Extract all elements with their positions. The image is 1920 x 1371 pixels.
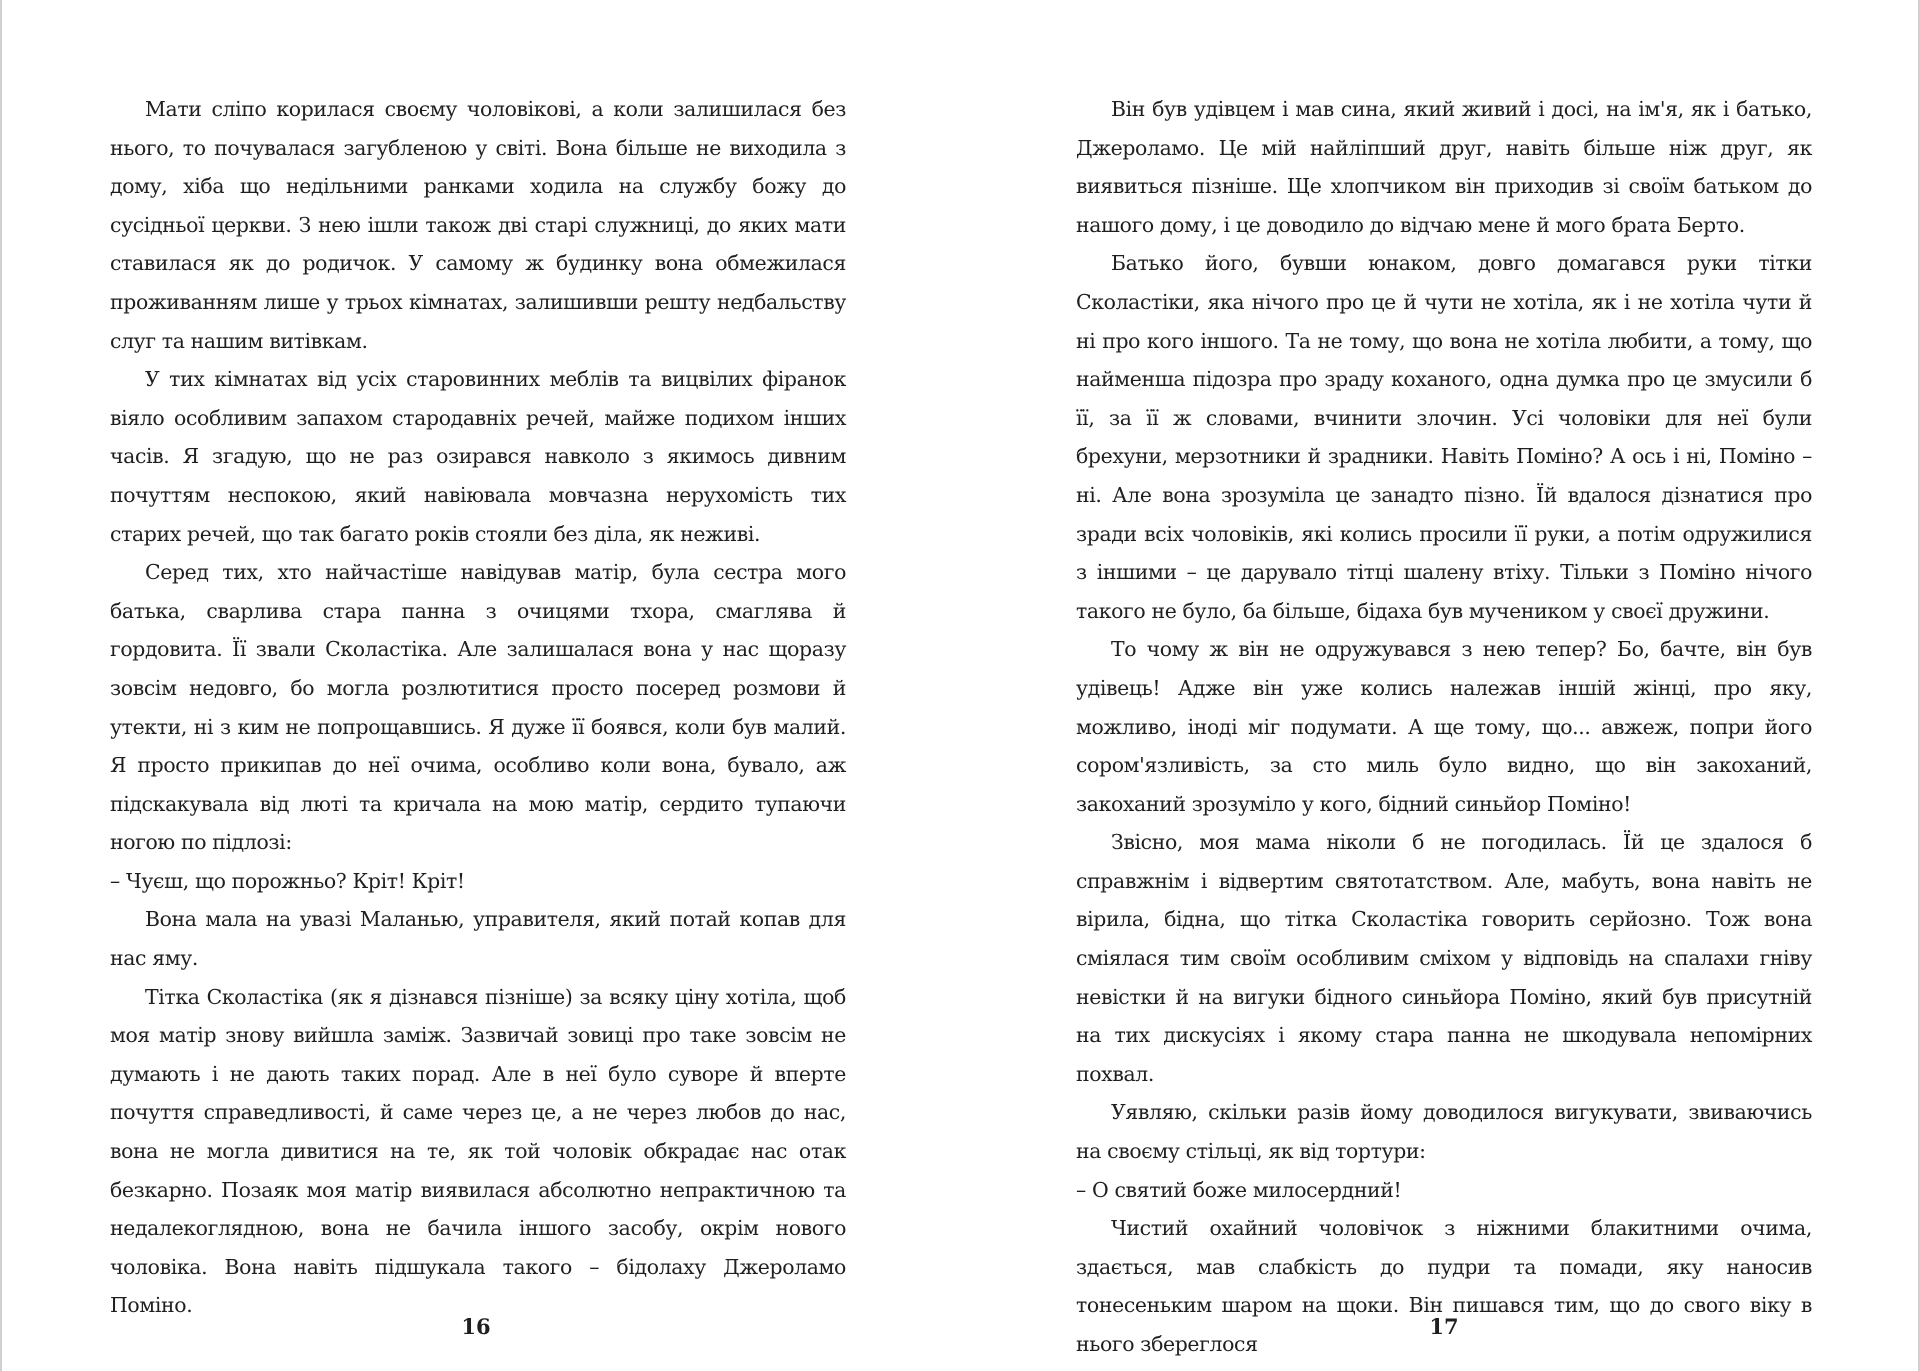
paragraph: Вона мала на увазі Маланью, управителя, який потай копав для нас яму.	[110, 907, 846, 971]
paragraph: Уявляю, скільки разів йому доводилося вигукувати, звиваючись на своєму стільці, як від тортури:	[1076, 1100, 1812, 1164]
paragraph: Серед тих, хто найчастіше навідував матір, була сестра мого батька, сварлива стара панна з очицями тхора, смаглява й гордовита. Її звали Сколастіка. Але залишалася вона у нас щоразу зовсім недовго, бо могла розлютитися просто посеред розмови й утекти, ні з ким не попрощавшись. Я дуже її боявся, коли був малий. Я просто прикипав до неї очима, особливо коли вона, бувало, аж підскакувала від люті та кричала на мою матір, сердито тупаючи ногою по підлозі:	[110, 560, 846, 855]
page-number-right: 17	[1429, 1314, 1459, 1339]
paragraph: Чистий охайний чоловічок з ніжними блакитними очима, здається, мав слабкість до пудри та помади, яку наносив тонесеньким шаром на щоки. Він пишався тим, що до свого віку в нього збереглося	[1076, 1216, 1812, 1356]
paragraph: То чому ж він не одружувався з нею тепер? Бо, бачте, він був удівець! Адже він уже колись належав іншій жінці, про яку, можливо, іноді міг подумати. А ще тому, що... авжеж, попри його сором'язливість, за сто миль було видно, що він закоханий, закоханий зрозуміло у кого, бідний синьйор Поміно!	[1076, 637, 1812, 816]
paragraph: Батько його, бувши юнаком, довго домагався руки тітки Сколастіки, яка нічого про це й чути не хотіла, як і не хотіла чути й ні про кого іншого. Та не тому, що вона не хотіла любити, а тому, що найменша підозра про зраду коханого, одна думка про це змусили б її, за її ж словами, вчинити злочин. Усі чоловіки для неї були брехуни, мерзотники й зрадники. Навіть Поміно? А ось і ні, Поміно – ні. Але вона зрозуміла це занадто пізно. Їй вдалося дізнатися про зради всіх чоловіків, які колись просили її руки, а потім одружилися з іншими – це дарувало тітці шалену втіху. Тільки з Поміно нічого такого не було, ба більше, бідаха був мучеником у своєї дружини.	[1076, 251, 1812, 623]
page-number-left: 16	[461, 1314, 491, 1339]
paragraph: Звісно, моя мама ніколи б не погодилась. Їй це здалося б справжнім і відвертим святотатством. Але, мабуть, вона навіть не вірила, бідна, що тітка Сколастіка говорить серйозно. Тож вона сміялася тим своїм особливим сміхом у відповідь на спалахи гніву невістки й на вигуки бідного синьйора Поміно, який був присутній на тих дискусіях і якому стара панна не шкодувала непомірних похвал.	[1076, 830, 1812, 1086]
paragraph: Тітка Сколастіка (як я дізнався пізніше) за всяку ціну хотіла, щоб моя матір знову вийшла заміж. Зазвичай зовиці про таке зовсім не думають і не дають таких порад. Але в неї було суворе й вперте почуття справедливості, й саме через це, а не через любов до нас, вона не могла дивитися на те, як той чоловік обкрадає нас отак безкарно. Позаяк моя матір виявилася абсолютно непрактичною та недалекоглядною, вона не бачила іншого засобу, окрім нового чоловіка. Вона навіть підшукала такого – бідолаху Джероламо Поміно.	[110, 984, 846, 1318]
paragraph: У тих кімнатах від усіх старовинних меблів та вицвілих фіранок віяло особливим запахом стародавніх речей, майже подихом інших часів. Я згадую, що не раз озирався навколо з якимось дивним почуттям неспокою, який навіювала мовчазна нерухомість тих старих речей, що так багато років стояли без діла, як неживі.	[110, 367, 846, 546]
paragraph: Мати сліпо корилася своєму чоловікові, а коли залишилася без нього, то почувалася загубленою у світі. Вона більше не виходила з дому, хіба що недільними ранками ходила на службу божу до сусідньої церкви. З нею ішли також дві старі служниці, до яких мати ставилася як до родичок. У самому ж будинку вона обмежилася проживанням лише у трьох кімнатах, залишивши решту недбальству слуг та нашим витівкам.	[110, 97, 846, 353]
paragraph: Він був удівцем і мав сина, який живий і досі, на ім'я, як і батько, Джероламо. Це мій найліпший друг, навіть більше ніж друг, як виявиться пізніше. Ще хлопчиком він приходив зі своїм батьком до нашого дому, і це доводило до відчаю мене й мого брата Берто.	[1076, 97, 1812, 237]
left-page	[110, 90, 846, 1325]
dialogue-line: – Чуєш, що порожньо? Кріт! Кріт!	[110, 868, 465, 893]
left-edge-shadow	[0, 0, 2, 1371]
dialogue-line: – О святий боже милосердний!	[1076, 1177, 1402, 1202]
right-page	[1076, 90, 1812, 1364]
